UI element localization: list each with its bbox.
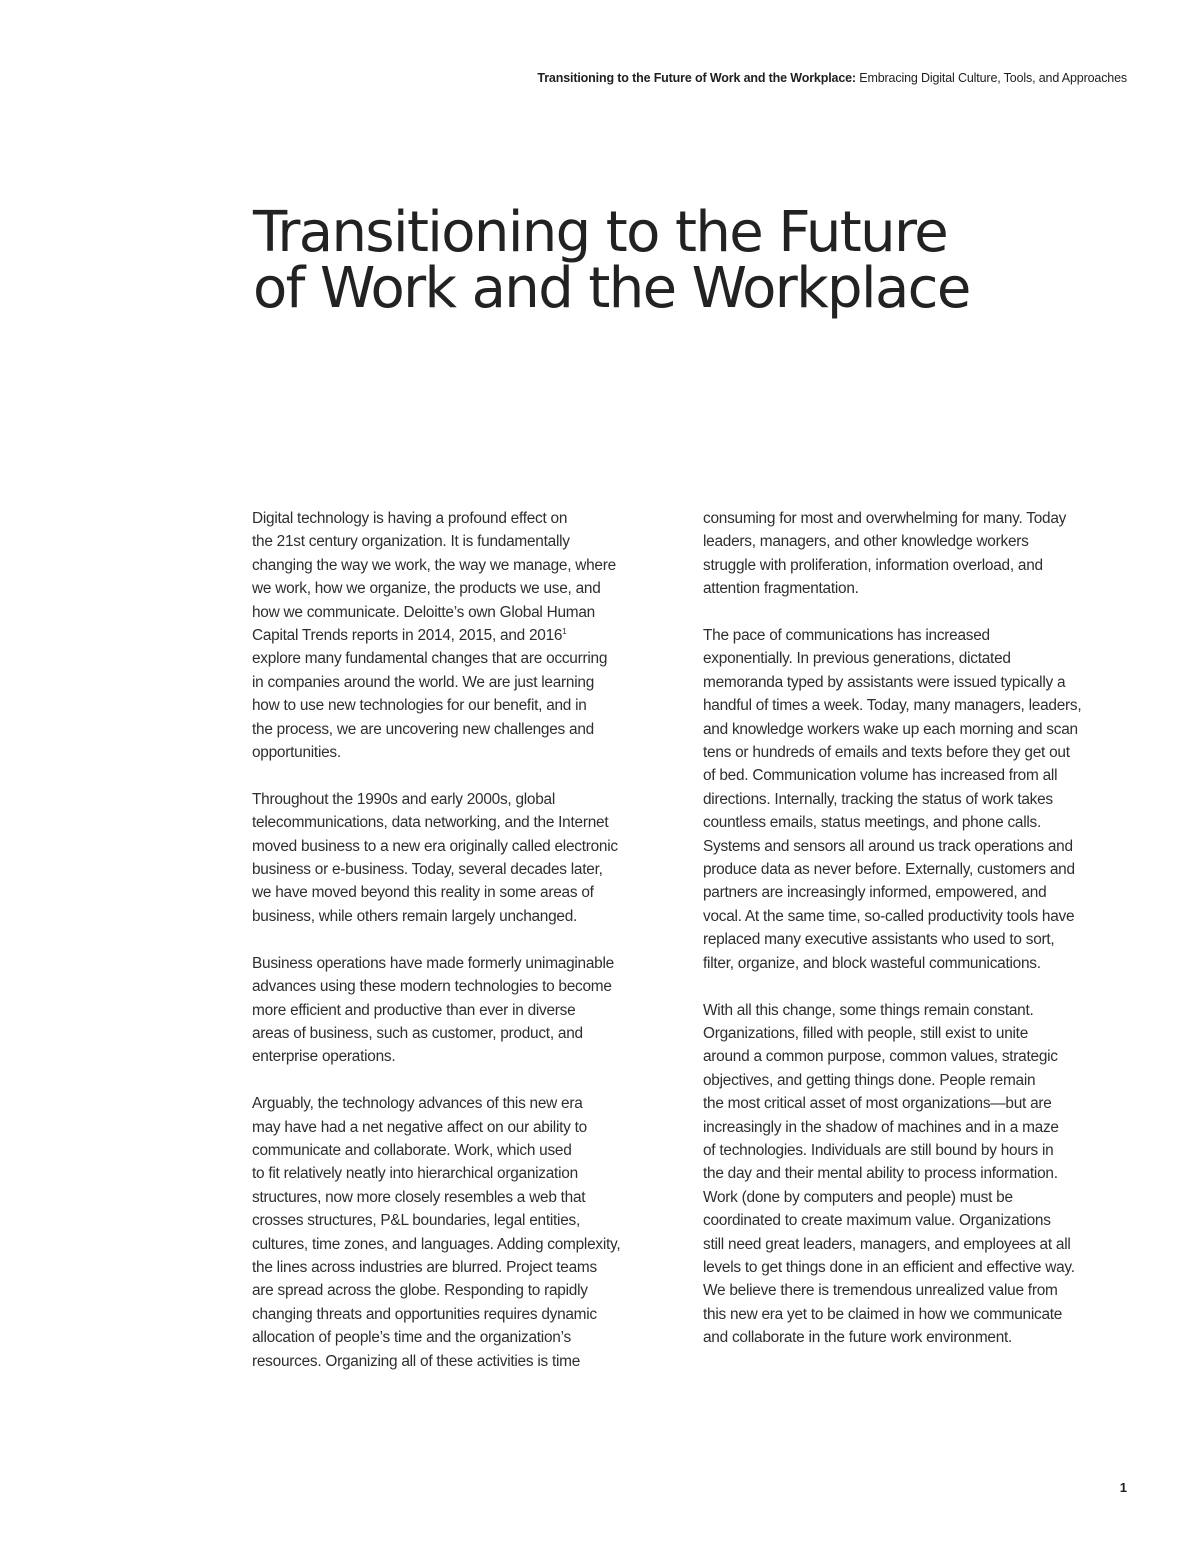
text-line: coordinated to create maximum value. Organizations [703, 1212, 1051, 1230]
text-line: opportunities. [252, 744, 341, 762]
text-line: filter, organize, and block wasteful communications. [703, 954, 1041, 972]
paragraph-digital-technology [252, 507, 682, 764]
text-line: may have had a net negative affect on our ability to [252, 1118, 587, 1136]
paragraph-business-operations [252, 952, 682, 1069]
text-line: struggle with proliferation, information overload, and [703, 556, 1043, 574]
text-line: advances using these modern technologies to become [252, 978, 612, 996]
text-line: Work (done by computers and people) must be [703, 1188, 1013, 1206]
text-line: resources. Organizing all of these activities is time [252, 1352, 581, 1370]
text-line: this new era yet to be claimed in how we communicate [703, 1305, 1063, 1323]
text-line: crosses structures, P&L boundaries, legal entities, [252, 1212, 581, 1230]
text-line: leaders, managers, and other knowledge workers [703, 533, 1029, 551]
text-line: changing the way we work, the way we manage, where [252, 556, 616, 574]
text-line: business or e-business. Today, several decades later, [252, 861, 603, 879]
page-number: 1 [1119, 1480, 1127, 1495]
text-fragment: Capital Trends reports in 2014, 2015, and 2016 [252, 627, 563, 645]
text-line: the lines across industries are blurred. Project teams [252, 1258, 597, 1276]
paragraph-with-all-this-change [703, 999, 1133, 1350]
text-line: of bed. Communication volume has increased from all [703, 767, 1058, 785]
running-header [537, 69, 1127, 87]
text-line: and knowledge workers wake up each morning and scan [703, 720, 1078, 738]
text-line: changing threats and opportunities requires dynamic [252, 1305, 597, 1323]
text-line: to fit relatively neatly into hierarchical organization [252, 1165, 578, 1183]
text-line-with-footnote [252, 624, 682, 647]
text-line: allocation of people’s time and the organization’s [252, 1329, 571, 1347]
text-line: enterprise operations. [252, 1048, 396, 1066]
page-title [253, 200, 1133, 321]
text-line: Systems and sensors all around us track operations and [703, 837, 1073, 855]
text-line: Throughout the 1990s and early 2000s, global [252, 790, 556, 808]
text-line: countless emails, status meetings, and phone calls. [703, 814, 1042, 832]
text-line: increasingly in the shadow of machines and in a maze [703, 1118, 1059, 1136]
text-line: we work, how we organize, the products we use, and [252, 580, 601, 598]
text-line: still need great leaders, managers, and employees at all [703, 1235, 1071, 1253]
text-line: how to use new technologies for our benefit, and in [252, 697, 587, 715]
page-title-line-1: Transitioning to the Future [253, 200, 948, 265]
text-line: moved business to a new era originally called electronic [252, 837, 618, 855]
text-line: telecommunications, data networking, and the Internet [252, 814, 609, 832]
text-line: around a common purpose, common values, strategic [703, 1048, 1058, 1066]
text-line: objectives, and getting things done. People remain [703, 1071, 1036, 1089]
text-line: in companies around the world. We are just learning [252, 673, 595, 691]
text-line: business, while others remain largely unchanged. [252, 907, 578, 925]
text-line: The pace of communications has increased [703, 627, 990, 645]
text-line: consuming for most and overwhelming for many. Today [703, 510, 1067, 527]
text-line: and collaborate in the future work environment. [703, 1329, 1013, 1347]
text-line: directions. Internally, tracking the status of work takes [703, 790, 1053, 808]
text-line: the day and their mental ability to process information. [703, 1165, 1058, 1183]
paragraph-pace-of-communications [703, 624, 1133, 975]
text-line: we have moved beyond this reality in some areas of [252, 884, 594, 902]
text-line: areas of business, such as customer, product, and [252, 1024, 583, 1042]
paragraph-arguably [252, 1092, 682, 1373]
text-line: more efficient and productive than ever in diverse [252, 1001, 576, 1019]
text-line: are spread across the globe. Responding to rapidly [252, 1282, 588, 1300]
text-line: explore many fundamental changes that are occurring [252, 650, 608, 668]
left-column [252, 507, 682, 1373]
text-line: memoranda typed by assistants were issued typically a [703, 673, 1066, 691]
text-line: attention fragmentation. [703, 580, 859, 598]
text-line: levels to get things done in an efficient and effective way. [703, 1258, 1075, 1276]
text-line: produce data as never before. Externally, customers and [703, 861, 1075, 879]
footnote-marker: 1 [562, 627, 567, 637]
paragraph-consuming [703, 507, 1133, 601]
text-line: the most critical asset of most organizations—but are [703, 1095, 1052, 1113]
text-line: Digital technology is having a profound effect on [252, 510, 568, 527]
text-line: replaced many executive assistants who used to sort, [703, 931, 1055, 949]
text-line: vocal. At the same time, so-called productivity tools have [703, 907, 1075, 925]
page-title-line-2: of Work and the Workplace [253, 256, 970, 321]
text-line: Organizations, filled with people, still exist to unite [703, 1024, 1029, 1042]
text-line: Business operations have made formerly unimaginable [252, 954, 614, 972]
text-line: partners are increasingly informed, empowered, and [703, 884, 1047, 902]
running-header-subtitle: Embracing Digital Culture, Tools, and Approaches [855, 71, 1127, 85]
text-line: handful of times a week. Today, many managers, leaders, [703, 697, 1082, 715]
text-line: With all this change, some things remain constant. [703, 1001, 1034, 1019]
running-header-title: Transitioning to the Future of Work and the Workplace: [537, 71, 856, 85]
text-line: communicate and collaborate. Work, which used [252, 1141, 572, 1159]
text-line: cultures, time zones, and languages. Adding complexity, [252, 1235, 621, 1253]
text-line: tens or hundreds of emails and texts before they get out [703, 744, 1070, 762]
text-line: Arguably, the technology advances of this new era [252, 1095, 583, 1113]
right-column [703, 507, 1133, 1350]
text-line: of technologies. Individuals are still bound by hours in [703, 1141, 1054, 1159]
text-line: how we communicate. Deloitte’s own Global Human [252, 603, 595, 621]
text-line: exponentially. In previous generations, dictated [703, 650, 1011, 668]
text-line: We believe there is tremendous unrealized value from [703, 1282, 1058, 1300]
paragraph-1990s [252, 788, 682, 928]
text-line: the 21st century organization. It is fundamentally [252, 533, 570, 551]
text-line: structures, now more closely resembles a web that [252, 1188, 586, 1206]
text-line: the process, we are uncovering new challenges and [252, 720, 594, 738]
